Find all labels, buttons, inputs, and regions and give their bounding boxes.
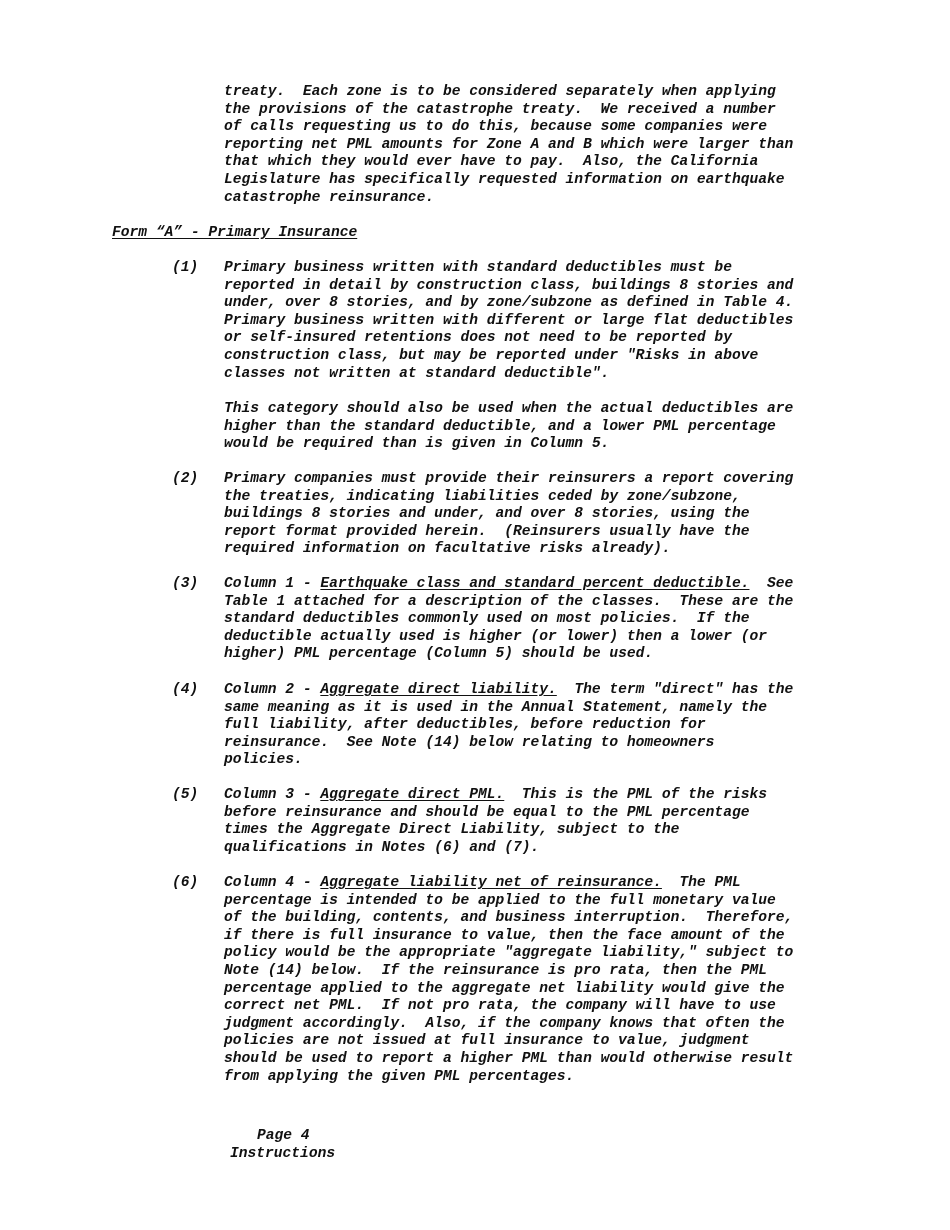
item-line: if there is full insurance to value, then the face amount of the [224, 927, 785, 944]
intro-line: catastrophe reinsurance. [224, 189, 435, 206]
item-line: report format provided herein. (Reinsurers usually have the [224, 523, 750, 540]
item-line: reported in detail by construction class, buildings 8 stories and [224, 277, 794, 294]
column-prefix: Column 2 - [224, 682, 321, 698]
item-line: policy would be the appropriate "aggregate liability," subject to [224, 945, 794, 962]
item-number: (1) [172, 260, 199, 276]
item-first-line [224, 576, 793, 594]
item-line: classes not written at standard deductible". [224, 365, 610, 382]
column-suffix: The term "direct" has the [556, 682, 794, 698]
item-line: Primary business written with standard deductibles must be [224, 260, 732, 276]
item-line: of the building, contents, and business interruption. Therefore, [224, 910, 794, 927]
column-prefix: Column 1 - [224, 576, 321, 592]
column-title: Aggregate direct PML. [320, 787, 505, 803]
item-line: higher than the standard deductible, and a lower PML percentage [224, 418, 776, 435]
item-line: Note (14) below. If the reinsurance is pro rata, then the PML [224, 963, 767, 979]
intro-line: the provisions of the catastrophe treaty. We received a number [224, 101, 776, 118]
item-line: buildings 8 stories and under, and over 8 stories, using the [224, 506, 750, 523]
item-line: full liability, after deductibles, before reduction for [224, 717, 706, 734]
item-line: the treaties, indicating liabilities ceded by zone/subzone, [224, 488, 741, 505]
item-line: correct net PML. If not pro rata, the company will have to use [224, 998, 776, 1015]
item-line: policies are not issued at full insurance to value, judgment [224, 1033, 750, 1050]
item-line: Table 1 attached for a description of the classes. These are the [224, 593, 794, 610]
column-prefix: Column 3 - [224, 787, 321, 803]
footer-section: Instructions [230, 1146, 336, 1162]
item-line: would be required than is given in Column 5. [224, 436, 610, 453]
item-number: (5) [172, 787, 199, 803]
item-first-line [224, 682, 793, 700]
item-line: from applying the given PML percentages. [224, 1068, 575, 1085]
item-first-line [224, 787, 767, 805]
column-title: Earthquake class and standard percent deductible. [320, 576, 750, 592]
item-number: (2) [172, 471, 199, 487]
intro-line: of calls requesting us to do this, because some companies were [224, 119, 767, 136]
item-line: This category should also be used when the actual deductibles are [224, 401, 794, 417]
item-line: judgment accordingly. Also, if the company knows that often the [224, 1015, 785, 1032]
item-line: or self-insured retentions does not need to be reported by [224, 330, 732, 347]
column-suffix: This is the PML of the risks [504, 787, 767, 803]
item-line: higher) PML percentage (Column 5) should be used. [224, 646, 654, 663]
column-title: Aggregate liability net of reinsurance. [320, 875, 662, 891]
item-line: qualifications in Notes (6) and (7). [224, 839, 540, 856]
item-line: construction class, but may be reported under "Risks in above [224, 348, 759, 364]
item-line: deductible actually used is higher (or lower) then a lower (or [224, 628, 767, 645]
section-heading: Form “A” - Primary Insurance [112, 225, 358, 241]
item-line: under, over 8 stories, and by zone/subzone as defined in Table 4. [224, 295, 794, 312]
intro-line: that which they would ever have to pay. Also, the California [224, 154, 759, 171]
item-line: policies. [224, 752, 303, 769]
item-line: should be used to report a higher PML than would otherwise result [224, 1051, 794, 1067]
intro-line: reporting net PML amounts for Zone A and B which were larger than [224, 136, 794, 153]
item-line: Primary companies must provide their reinsurers a report covering [224, 471, 794, 487]
item-line: required information on facultative risks already). [224, 541, 671, 558]
item-line: reinsurance. See Note (14) below relating to homeowners [224, 734, 715, 751]
item-first-line [224, 875, 741, 893]
item-line: before reinsurance and should be equal to the PML percentage [224, 804, 750, 821]
column-title: Aggregate direct liability. [320, 682, 557, 698]
column-suffix: See [749, 576, 794, 592]
intro-line: Legislature has specifically requested information on earthquake [224, 172, 785, 188]
column-suffix: The PML [661, 875, 741, 891]
item-number: (6) [172, 875, 199, 891]
item-line: times the Aggregate Direct Liability, subject to the [224, 822, 680, 839]
item-number: (3) [172, 576, 199, 592]
item-number: (4) [172, 682, 199, 698]
item-line: Primary business written with different or large flat deductibles [224, 312, 794, 329]
item-line: same meaning as it is used in the Annual Statement, namely the [224, 699, 767, 716]
item-line: percentage is intended to be applied to the full monetary value [224, 892, 776, 909]
item-line: percentage applied to the aggregate net liability would give the [224, 980, 785, 997]
intro-line: treaty. Each zone is to be considered separately when applying [224, 84, 776, 100]
item-line: standard deductibles commonly used on most policies. If the [224, 611, 750, 628]
page-number: Page 4 [257, 1128, 310, 1144]
column-prefix: Column 4 - [224, 875, 321, 891]
